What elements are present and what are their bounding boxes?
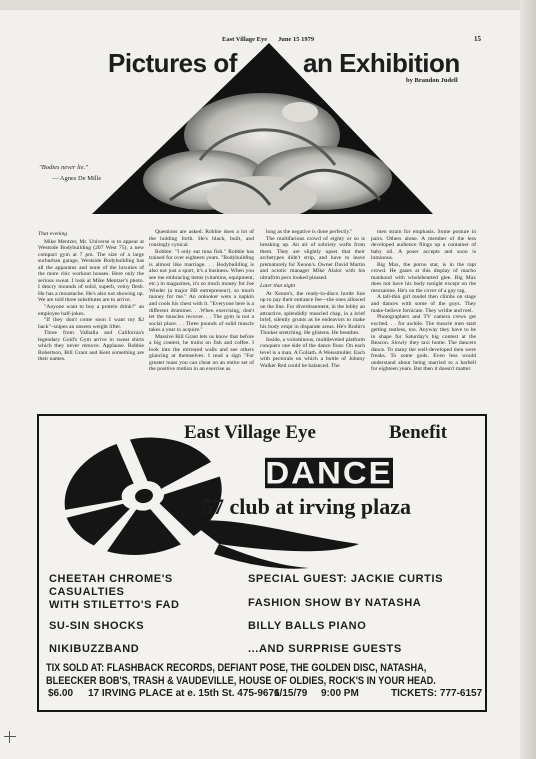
act-line: WITH STILETTO'S FAD	[49, 599, 180, 611]
article-column-2	[149, 229, 254, 373]
act-line: CHEETAH CHROME'S	[49, 573, 173, 585]
act-line: SU-SIN SHOCKS	[49, 620, 145, 632]
ticket-phone: TICKETS: 777-6157	[391, 688, 483, 699]
event-date: 6/15/79	[274, 688, 308, 699]
paragraph: Photographers and TV camera crews get excited. . . for awhile. The muscle men start getting restless, too. Anyway they have to be in shape for Saturday's big contest at the Beacon. Slowly they taxi home. The dancers dance. To many the well-developed men were freaks. To some gods. Even less would understand about being married to a barbell for eighteen years. But then it doesn't matter.	[371, 314, 476, 373]
paragraph: "If they don't come soon I want my $2 back"–snipes an unseen weight lifter.	[38, 317, 144, 330]
article-column-4	[371, 229, 476, 373]
paragraph: At Xenon's, the ready-to-disco horde line up to pay their entrance fee—the ones allowed on the line. For divertissement, in the lobby an attractive, splendidly muscled chap, in a brief brief, silently grunts as he endeavors to make his body erupt in disparate areas. He's Rodin's Thinker stretching. He glistens. He breathes.	[260, 290, 365, 337]
dance-banner: DANCE	[265, 454, 393, 491]
paragraph: Massive Bill Grant lets us know that before a big contest, he trains on fish and coffee. I look into the mirrored walls and see others glancing at themselves. I read a sign "For greater mass you can cheat on an entire set of the positive motion in an exercise as	[149, 333, 254, 373]
address: 17 IRVING PLACE at e. 15th St. 475-9671	[88, 688, 280, 699]
paragraph: men strain for emphasis. Some posture in pairs. Others alone. A member of the less developed audience flings up a container of baby oil. A poser accepts and soon is luminous.	[371, 229, 476, 262]
ad-title-benefit: Benefit	[389, 422, 448, 443]
ticket-outlets-line-1: TIX SOLD AT: FLASHBACK RECORDS, DEFIANT POSE, THE GOLDEN DISC, NATASHA,	[46, 662, 427, 674]
page-number: 15	[474, 35, 481, 43]
act-line: NIKIBUZZBAND	[49, 643, 140, 655]
paragraph: Inside, a voluminous, multileveled platform conquers one side of the dance floor. On each level is a man. A Goliath. A Weissmuller. Each with pectorals on which a bottle of Johnny Walker Red could be balanced. The	[260, 336, 365, 369]
epigraph	[39, 163, 119, 183]
article-title-right: an Exhibition	[303, 48, 460, 78]
byline: by Brandon Judell	[406, 77, 458, 84]
paragraph: Mike Mentzer, Mr. Universe is to appear at Westside Bodybuilding (207 West 75), a new compact gym at 7 pm. The size of a large surburban garage, Westside Bodybuilding has all the apparatus and none of the luxuries of the more chic workout houses. Here only the serious sweat. I look at Mike Mentzer's photo. I descry mounds of solid, superb, veiny flesh. He has a moustache. He's also not showing up. We are told three substitutes are to arrive.	[38, 238, 144, 304]
price: $6.00	[48, 688, 74, 699]
header-date: June 15 1979	[278, 36, 315, 43]
event-details-bar	[46, 688, 483, 704]
paragraph: long as the negative is done perfectly."	[266, 229, 353, 235]
act-line: FASHION SHOW BY NATASHA	[248, 597, 422, 609]
act-line: BILLY BALLS PIANO	[248, 620, 367, 632]
paragraph: Questions are asked. Robbie does a lot of the holding forth. He's black, built, and rousingly cynical.	[149, 229, 254, 249]
subhead: Later that night	[260, 283, 296, 290]
article-column-3	[260, 229, 365, 369]
benefit-ad	[37, 414, 487, 712]
paragraph: Big Max, the porno star, is in the rapt crowd. He gazes at this display of macho manhood with wholehearted glee. Big Max does not have his body tonight except on the mezzanine. He's on the cover of a gay rag.	[371, 261, 476, 294]
ad-title: East Village Eye	[184, 422, 316, 443]
article-column-1	[38, 229, 144, 363]
header-paper-name: East Village Eye	[222, 36, 268, 43]
triangle-photo	[0, 0, 536, 230]
article-title-left: Pictures of	[108, 48, 237, 78]
act-line: CASUALTIES	[49, 586, 125, 598]
paragraph: A tall-thin girl model then climbs on stage and dances with some of the guys. They make-believe fornicate. They writhe and reel.	[371, 294, 476, 314]
act-line: ...AND SURPRISE GUESTS	[248, 643, 402, 655]
subhead: That evening	[38, 231, 68, 237]
event-time: 9:00 PM	[321, 688, 359, 699]
act-line: SPECIAL GUEST: JACKIE CURTIS	[248, 573, 444, 585]
epigraph-source: — Agnes De Mille	[52, 175, 102, 182]
ticket-outlets-line-2: BLEECKER BOB'S, TRASH & VAUDEVILLE, HOUSE OF OLDIES, ROCK'S IN YOUR HEAD.	[46, 675, 436, 687]
crop-mark	[4, 731, 16, 743]
venue: 57 club at irving plaza	[202, 494, 412, 519]
paragraph: "Anyone want to buy a protein drink?" an employee half-jokes.	[38, 304, 144, 317]
paragraph: The multifarious crowd of eighty or so is breaking up. An air of sobriety wafts from them. They are slightly upset that their archetypes didn't strip, and have to leave prematurely for Xenon's. Owner David Martin and octotic manager Mike Alaloi with his ultrafirm pecs looked pleased.	[260, 235, 365, 281]
paragraph: Robbie: "I only eat tuna fish." Robbie has trained for over eighteen years. "Bodybuilding is almost like marriage. . . Bodybuilding is also not just a sport, it's a business. When you see me embracing items (vitamins, equipment, etc.) in magazines, it's so much money for Joe Wieder (a major BB entrepreneur), so much money for me." An onlooker wets a napkin and cools his chest with it. "Everyone here is a different drummer. . .When exercising, don't let the muscles recover. . . The gym is not a social place. . . Three pounds of solid muscle takes a year to acquire."	[149, 248, 254, 334]
epigraph-quote: "Bodies never lie."	[39, 164, 88, 171]
paragraph: Three from Valhalla and California's legendary Gold's Gym arrive in sweat shirts which they never remove. Applause. Robbie Robertson, Bill Grant and Kent something are their names.	[38, 330, 144, 363]
